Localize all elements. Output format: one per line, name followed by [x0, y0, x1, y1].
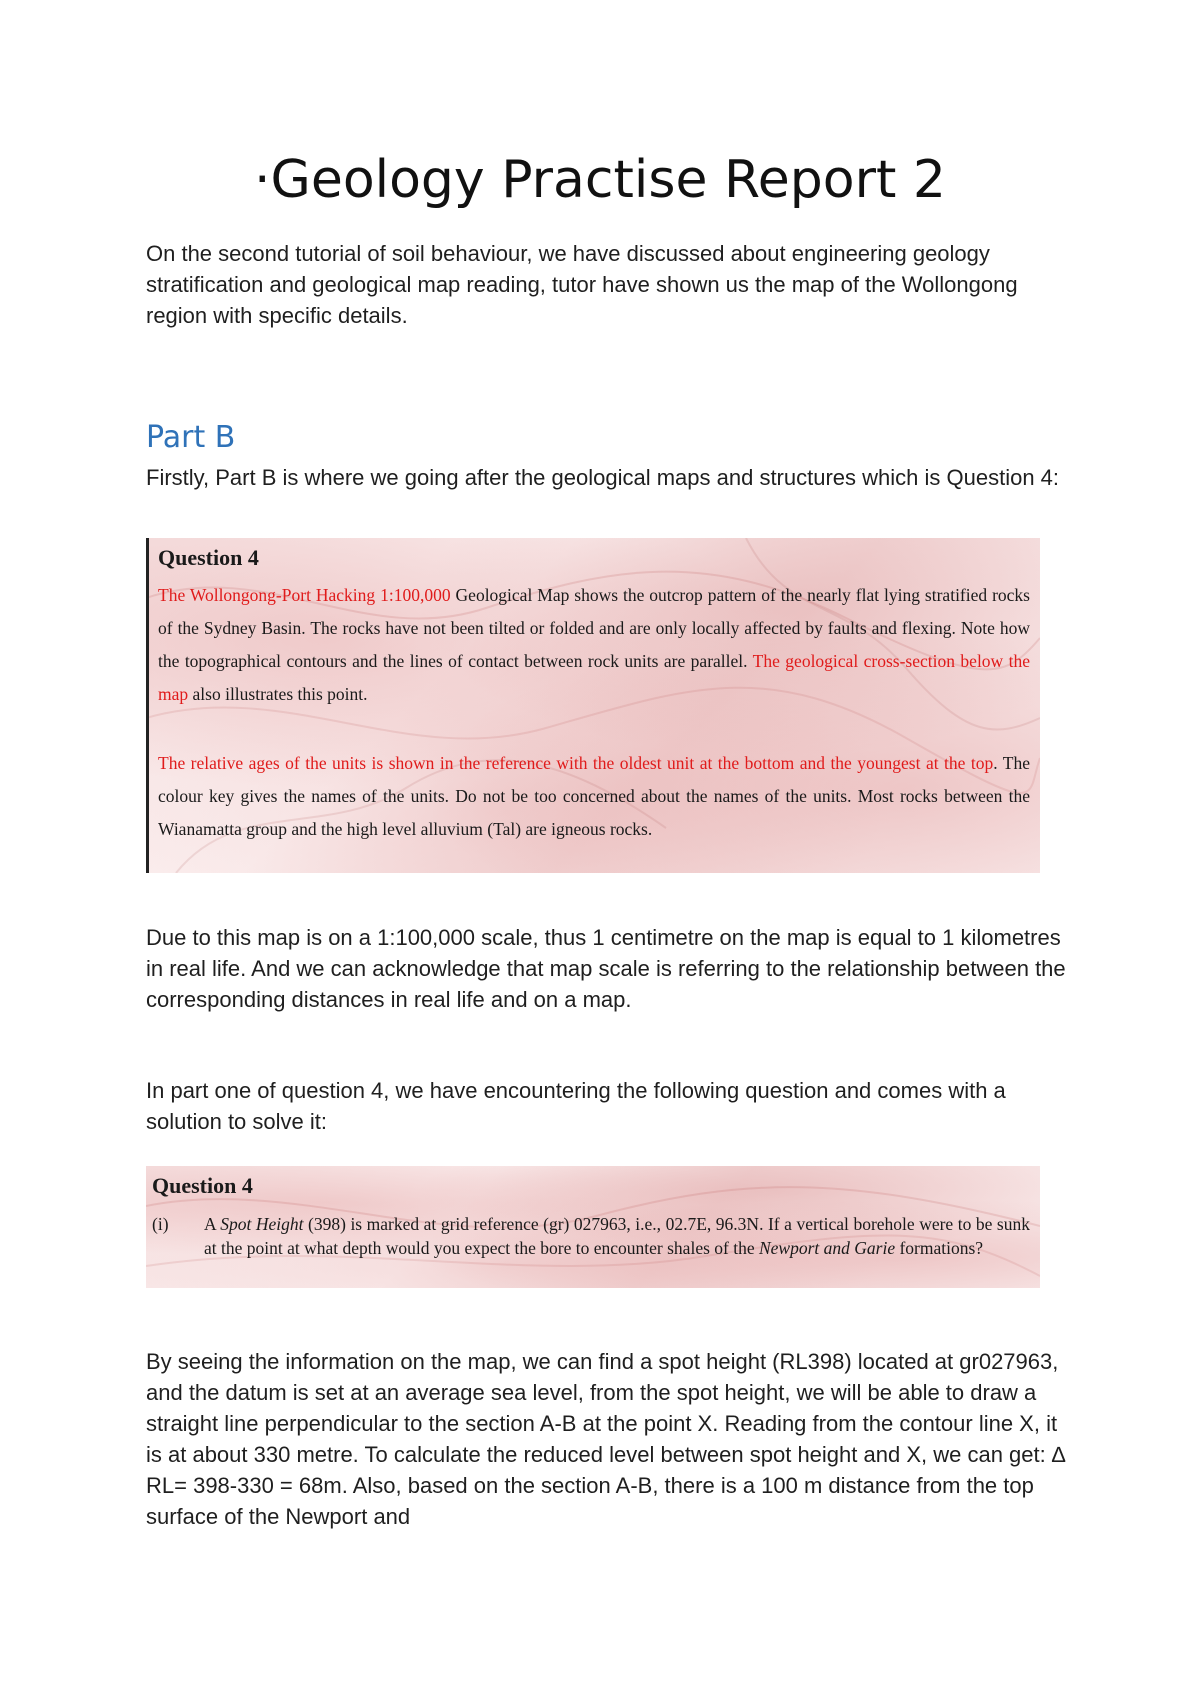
paragraph-2-text: . The colour key gives the names of the units. Do not be too concerned about the names of the units. Most rocks between the Wianamatta group and the high level alluvium (Tal) are igneous rocks.	[158, 753, 1030, 839]
scale-paragraph: Due to this map is on a 1:100,000 scale, thus 1 centimetre on the map is equal to 1 kilometres in real life. And we can acknowledge that map scale is referring to the relationship between the corresponding distances in real life and on a map.	[146, 925, 1066, 1012]
question-part-number: (i)	[152, 1214, 169, 1234]
question-4-paragraph-1	[158, 579, 1030, 711]
question-text-c: formations?	[895, 1238, 984, 1258]
section-heading-part-b: Part B	[146, 420, 236, 455]
intro-paragraph: On the second tutorial of soil behaviour, we have discussed about engineering geology stratification and geological map reading, tutor have shown us the map of the Wollongong region with specific details.	[146, 241, 1018, 328]
red-highlight-map-name: The Wollongong-Port Hacking 1:100,000	[158, 585, 451, 605]
question-4-part-i-image	[146, 1166, 1040, 1288]
paragraph-1-text-b: also illustrates this point.	[188, 684, 368, 704]
question-part-i-text	[204, 1212, 1030, 1260]
spot-height-paragraph: By seeing the information on the map, we can find a spot height (RL398) located at gr027963, and the datum is set at an average sea level, from the spot height, we will be able to draw a straight line perpendicular to the section A-B at the point X. Reading from the contour line X, it is at about 330 metre. To calculate the reduced level between spot height and X, we can get: ∆ RL= 398-330 = 68m. Also, based on the section A-B, there is a 100 m distance from the top surface of the Newport and	[146, 1349, 1066, 1529]
question-4-paragraph-2	[158, 747, 1030, 846]
italic-formation-names: Newport and Garie	[758, 1238, 896, 1258]
question-4-heading: Question 4	[152, 1173, 253, 1198]
question-4-image	[146, 538, 1040, 873]
question-text-b: (398) is marked at grid reference (gr) 027963, i.e., 02.7E, 96.3N. If a vertical borehole were to be sunk at the point at what depth would you expect the bore to encounter shales of the	[204, 1214, 1030, 1258]
document-title: ·Geology Practise Report 2	[254, 150, 946, 210]
quote-bar	[146, 538, 149, 873]
italic-spot-height: Spot Height	[220, 1214, 304, 1234]
paragraph-1-text-a: Geological Map shows the outcrop pattern of the nearly flat lying stratified rocks of the Sydney Basin. The rocks have not been tilted or folded and are only locally affected by faults and flexing. Note how the topographical contours and the lines of contact between rock units are parallel.	[158, 585, 1030, 671]
question-text-a: A	[204, 1214, 221, 1234]
part-b-intro-paragraph: Firstly, Part B is where we going after the geological maps and structures which is Question 4:	[146, 465, 1060, 490]
part-one-paragraph: In part one of question 4, we have encountering the following question and comes with a solution to solve it:	[146, 1078, 1006, 1134]
red-highlight-relative-ages: The relative ages of the units is shown in the reference with the oldest unit at the bottom and the youngest at the top	[158, 753, 994, 773]
red-highlight-cross-section: The geological cross-section below the map	[158, 651, 1031, 704]
question-4-heading: Question 4	[158, 545, 259, 570]
